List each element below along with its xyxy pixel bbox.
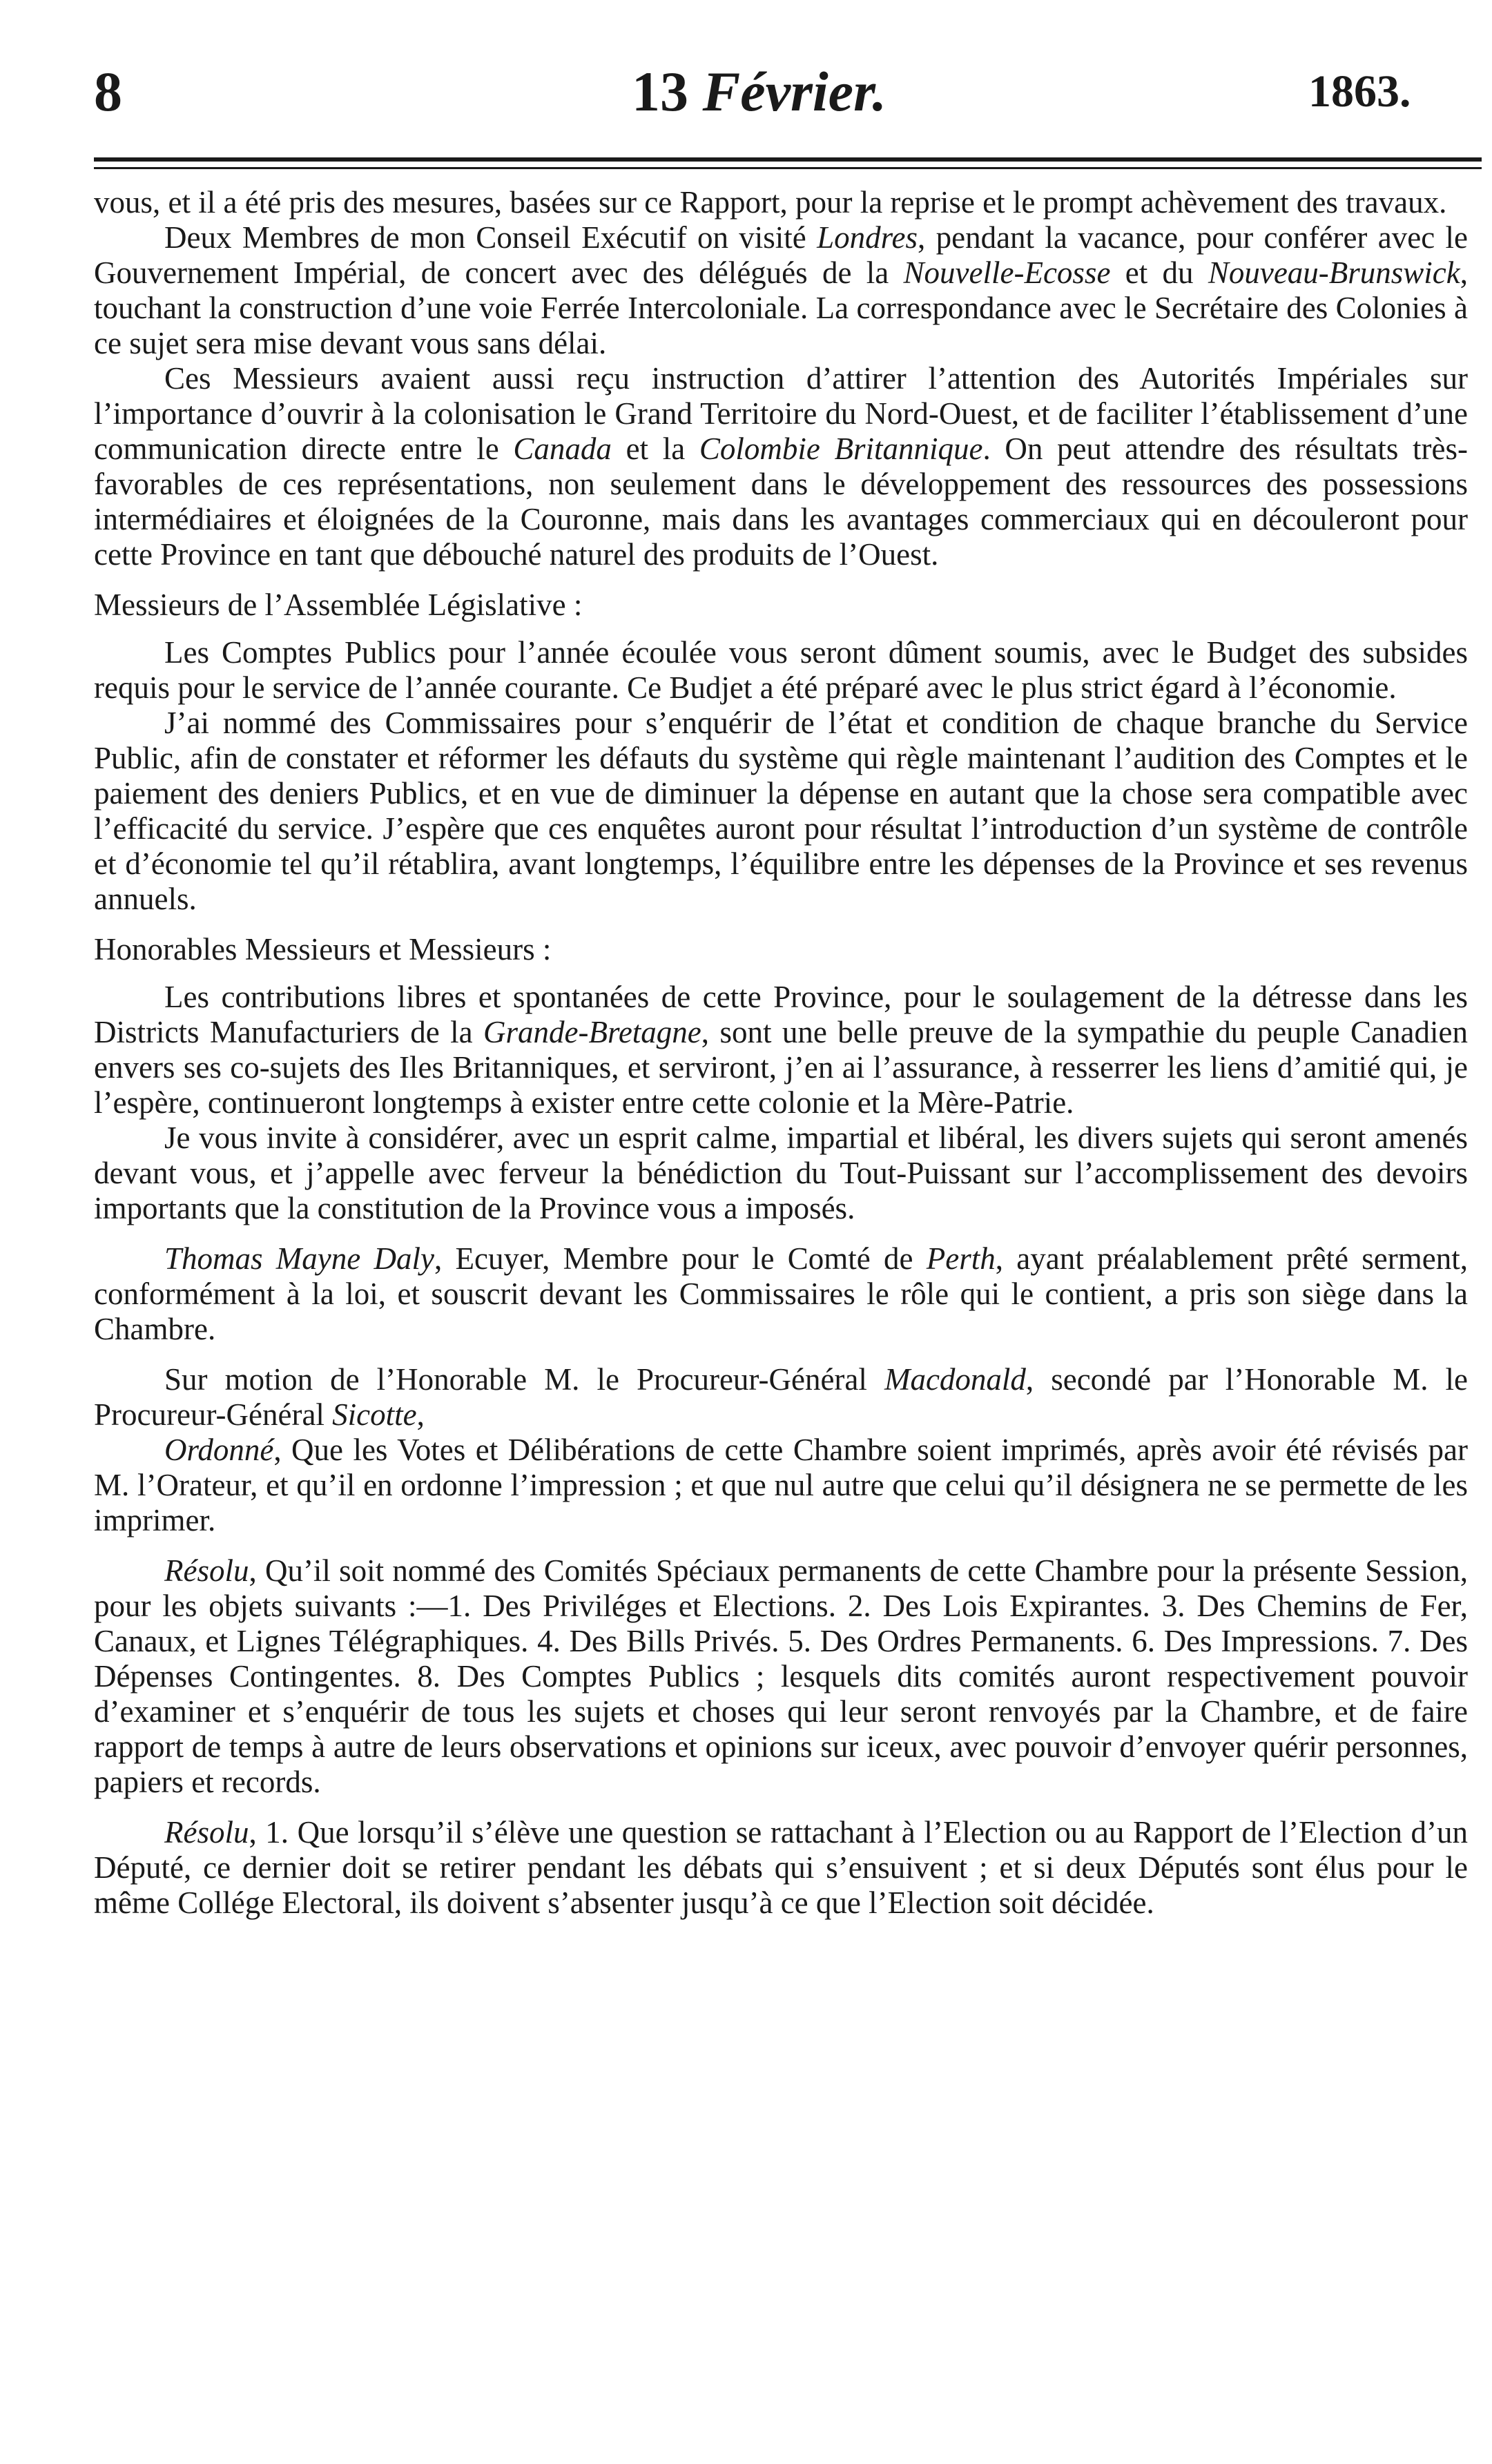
paragraph-ordonne: Ordonné, Que les Votes et Délibérations de cette Chambre soient imprimés, après avoir été révisés par M. l’Orateur, et qu’il en ordonne l’impression ; et que nul autre que celui qu’il désignera ne se permette de les imprimer.	[94, 1433, 1468, 1537]
paragraph-continuation: vous, et il a été pris des mesures, basées sur ce Rapport, pour la reprise et le prompt achèvement des travaux.	[94, 185, 1447, 220]
date-day: 13	[632, 60, 688, 123]
paragraph-delegation: Deux Membres de mon Conseil Exécutif on visité Londres, pendant la vacance, pour conférer avec le Gouvernement Impérial, de concert avec des délégués de la Nouvelle-Ecosse et du Nouveau-Brunswick, touchant la construction d’une voie Ferrée Intercoloniale. La correspondance avec le Secrétaire des Colonies à ce sujet sera mise devant vous sans délai.	[94, 220, 1469, 360]
paragraph-motion: Sur motion de l’Honorable M. le Procureur-Général Macdonald, secondé par l’Honorable M. le Procureur-Général Sicotte,	[94, 1362, 1468, 1432]
page-year: 1863.	[1308, 66, 1411, 117]
paragraph-resolu-committees: Résolu, Qu’il soit nommé des Comités Spéciaux permanents de cette Chambre pour la présente Session, pour les objets suivants :—1. Des Priviléges et Elections. 2. Des Lois Expirantes. 3. Des Chemins de Fer, Canaux, et Lignes Télégraphiques. 4. Des Bills Privés. 5. Des Ordres Permanents. 6. Des Impressions. 7. Des Dépenses Contingentes. 8. Des Comptes Publics ; lesquels dits comités auront respectivement pouvoir d’examiner et s’enquérir de tous les sujets et choses qui leur seront renvoyés par la Chambre, et de faire rapport de temps à autre de leurs observations et opinions sur iceux, avec pouvoir d’envoyer quérir personnes, papiers et records.	[94, 1553, 1468, 1799]
paragraph-resolu-election: Résolu, 1. Que lorsqu’il s’élève une question se rattachant à l’Election ou au Rapport de l’Election d’un Député, ce dernier doit se retirer pendant les débats qui s’ensuivent ; et si deux Députés sont élus pour le même Collége Electoral, ils doivent s’absenter jusqu’à ce que l’Election soit décidée.	[94, 1815, 1468, 1920]
paragraph-invitation: Je vous invite à considérer, avec un esprit calme, impartial et libéral, les divers sujets qui seront amenés devant vous, et j’appelle avec ferveur la bénédiction du Tout-Puissant sur l’accomplissement des devoirs importants que la constitution de la Province vous a imposés.	[94, 1121, 1468, 1225]
page-header	[0, 0, 1492, 166]
paragraph-north-west: Ces Messieurs avaient aussi reçu instruction d’attirer l’attention des Autorités Impériales sur l’importance d’ouvrir à la colonisation le Grand Territoire du Nord-Ouest, et de faciliter l’établissement d’une communication directe entre le Canada et la Colombie Britannique. On peut attendre des résultats très-favorables de ces représentations, non seulement dans le développement des ressources des possessions intermédiaires et éloignées de la Couronne, mais dans les avantages commerciaux qui en découleront pour cette Province en tant que débouché naturel des produits de l’Ouest.	[94, 361, 1468, 572]
document-body	[94, 185, 1468, 1921]
date-month: Février.	[702, 60, 887, 123]
header-rule-thin	[94, 167, 1482, 169]
page-number: 8	[94, 60, 122, 123]
page-date	[632, 60, 887, 123]
heading-honourables: Honorables Messieurs et Messieurs :	[94, 932, 552, 967]
paragraph-commissioners: J’ai nommé des Commissaires pour s’enquérir de l’état et condition de chaque branche du Service Public, afin de constater et réformer les défauts du système qui règle maintenant l’audition des Comptes et le paiement des deniers Publics, et en vue de diminuer la dépense en autant que la chose sera compatible avec l’efficacité du service. J’espère que ces enquêtes auront pour résultat l’introduction d’un système de contrôle et d’économie tel qu’il rétablira, avant longtemps, l’équilibre entre les dépenses de la Province et ses revenus annuels.	[94, 706, 1468, 916]
paragraph-public-accounts: Les Comptes Publics pour l’année écoulée vous seront dûment soumis, avec le Budget des subsides requis pour le service de l’année courante. Ce Budjet a été préparé avec le plus strict égard à l’économie.	[94, 635, 1468, 705]
header-rule-thick	[94, 157, 1482, 162]
paragraph-contributions: Les contributions libres et spontanées de cette Province, pour le soulagement de la détresse dans les Districts Manufacturiers de la Grande-Bretagne, sont une belle preuve de la sympathie du peuple Canadien envers ses co-sujets des Iles Britanniques, et serviront, j’en ai l’assurance, à resserrer les liens d’amitié qui, je l’espère, continueront longtemps à exister entre cette colonie et la Mère-Patrie.	[94, 980, 1468, 1120]
heading-assembly: Messieurs de l’Assemblée Législative :	[94, 588, 583, 622]
paragraph-member-daly: Thomas Mayne Daly, Ecuyer, Membre pour le Comté de Perth, ayant préalablement prêté serment, conformément à la loi, et souscrit devant les Commissaires le rôle qui le contient, a pris son siège dans la Chambre.	[94, 1241, 1468, 1346]
